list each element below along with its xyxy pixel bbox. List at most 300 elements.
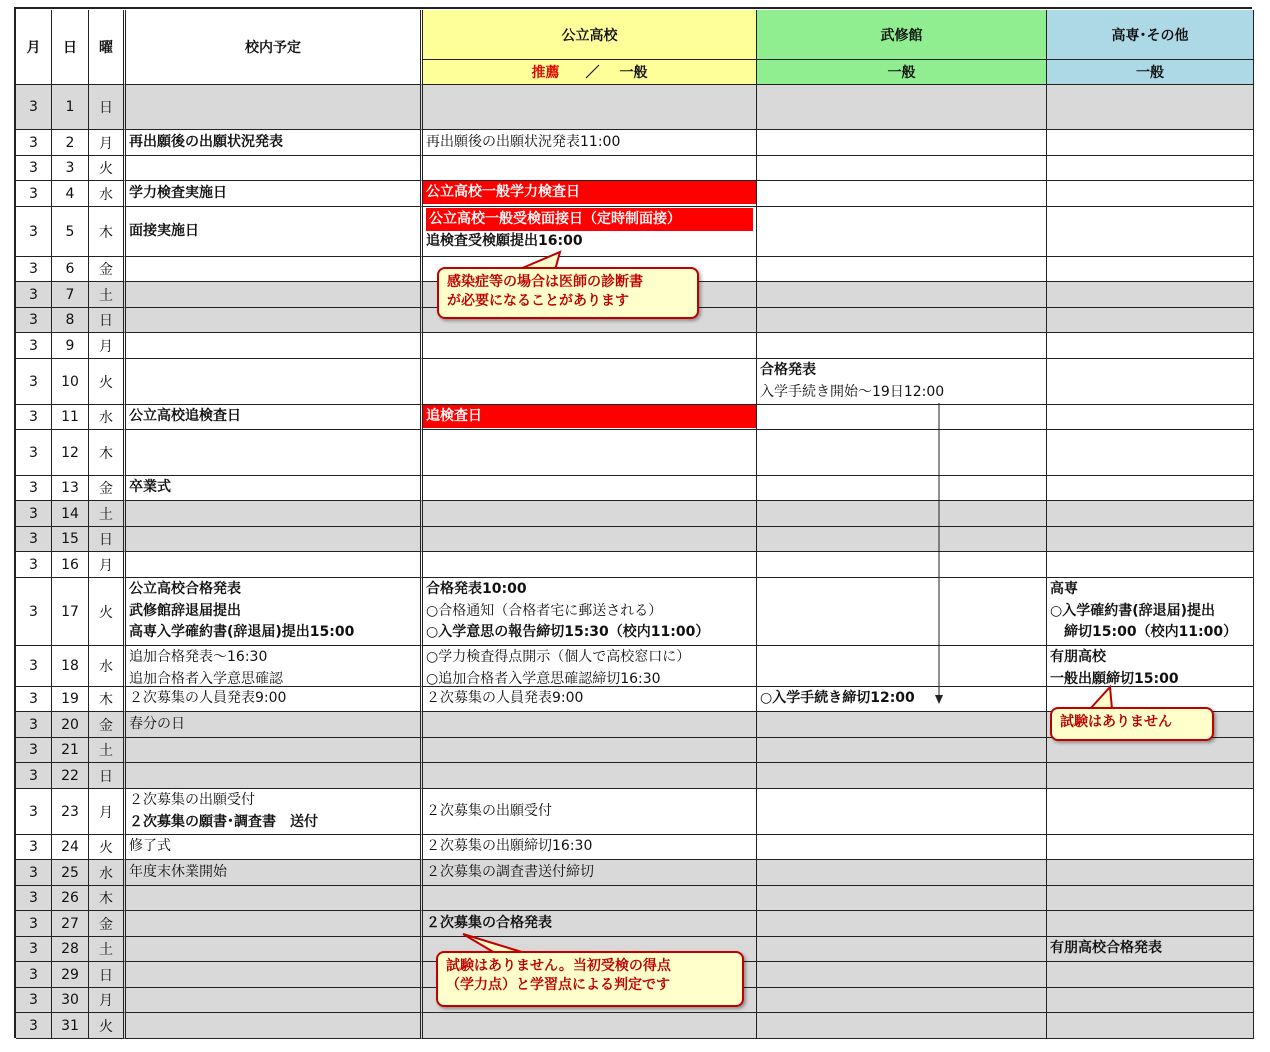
day-cell [52, 130, 89, 156]
bushukan-cell [757, 476, 1047, 501]
month-value: 3 [29, 864, 38, 881]
header-weekday-label: 曜 [99, 40, 113, 56]
day-value: 5 [65, 223, 75, 240]
header-month-label: 月 [26, 40, 41, 56]
month-value: 3 [29, 658, 38, 674]
school-entry: ２次募集の願書･調査書 送付 [129, 813, 318, 830]
bushukan-cell [757, 207, 1047, 257]
month-cell [16, 476, 52, 501]
weekday-value: 日 [99, 768, 113, 785]
weekday-value: 水 [99, 659, 113, 675]
bushukan-cell [757, 552, 1047, 578]
weekday-cell [89, 476, 126, 501]
day-value: 12 [61, 444, 79, 461]
month-value: 3 [29, 337, 38, 354]
month-value: 3 [29, 444, 38, 461]
day-cell [52, 527, 89, 552]
public-entry: ○学力検査得点開示（個人で高校窓口に） [426, 649, 691, 665]
weekday-value: 日 [99, 100, 113, 116]
schedule-table [14, 7, 1252, 1038]
weekday-value: 金 [99, 262, 113, 278]
bushukan-entry: 入学手続き開始～19日12:00 [760, 383, 945, 400]
public-cell [423, 911, 757, 937]
weekday-cell [89, 835, 126, 860]
kosen-entry: 締切15:00（校内11:00） [1050, 624, 1238, 641]
month-cell [16, 130, 52, 156]
month-value: 3 [29, 941, 38, 957]
weekday-value: 木 [99, 891, 113, 907]
school-cell [126, 282, 423, 308]
day-cell [52, 207, 89, 257]
callout-no-exam-line: 試験はありません [1060, 714, 1172, 730]
header-public-general: 一般 [619, 65, 648, 81]
public-cell [423, 860, 757, 886]
weekday-cell [89, 738, 126, 763]
weekday-value: 火 [99, 1018, 113, 1035]
public-entry: ２次募集の出願受付 [426, 802, 552, 819]
day-value: 24 [61, 839, 79, 855]
bushukan-cell [757, 763, 1047, 789]
public-cell [423, 835, 757, 860]
month-value: 3 [29, 261, 38, 277]
kosen-cell [1047, 552, 1254, 578]
month-cell [16, 988, 52, 1013]
month-cell [16, 1013, 52, 1039]
weekday-cell [89, 712, 126, 738]
public-entry: 追検査受検願提出16:00 [426, 233, 583, 249]
weekday-cell [89, 308, 126, 333]
callout-second-line: （学力点）と学習点による判定です [446, 976, 670, 993]
day-cell [52, 835, 89, 860]
day-value: 6 [65, 261, 75, 277]
month-cell [16, 181, 52, 207]
kosen-cell [1047, 937, 1254, 962]
kosen-cell [1047, 430, 1254, 476]
bushukan-cell [757, 333, 1047, 359]
weekday-value: 水 [99, 410, 113, 426]
month-value: 3 [29, 134, 38, 151]
month-cell [16, 359, 52, 405]
day-cell [52, 763, 89, 789]
month-cell [16, 937, 52, 962]
header-public-separator: ／ [585, 65, 600, 81]
weekday-cell [89, 527, 126, 552]
month-value: 3 [29, 742, 38, 758]
public-cell [423, 333, 757, 359]
weekday-value: 木 [99, 692, 113, 708]
kosen-cell [1047, 405, 1254, 430]
school-entry: 修了式 [129, 838, 171, 855]
day-cell [52, 308, 89, 333]
bushukan-cell [757, 282, 1047, 308]
bushukan-cell [757, 181, 1047, 207]
weekday-value: 金 [99, 481, 113, 497]
school-cell [126, 501, 423, 527]
header-month [16, 10, 52, 85]
weekday-cell [89, 359, 126, 405]
month-cell [16, 835, 52, 860]
public-entry: ○入学意思の報告締切15:30（校内11:00） [426, 624, 710, 641]
school-cell [126, 835, 423, 860]
weekday-value: 木 [99, 445, 113, 462]
public-cell [423, 712, 757, 738]
month-value: 3 [29, 1017, 38, 1034]
public-cell [423, 527, 757, 552]
school-entry: 公立高校合格発表 [129, 581, 241, 597]
kosen-cell [1047, 359, 1254, 405]
weekday-value: 月 [99, 557, 113, 574]
public-entry: 公立高校一般学力検査日 [423, 181, 756, 204]
header-kosen-general: 一般 [1136, 65, 1164, 81]
weekday-value: 日 [99, 313, 113, 329]
school-cell [126, 181, 423, 207]
bushukan-cell [757, 835, 1047, 860]
weekday-cell [89, 181, 126, 207]
header-day-label: 日 [63, 40, 77, 56]
day-value: 31 [61, 1017, 79, 1034]
school-entry: 再出願後の出願状況発表 [129, 133, 283, 150]
day-value: 19 [61, 691, 79, 707]
day-value: 26 [61, 890, 79, 906]
month-cell [16, 333, 52, 359]
public-cell [423, 1013, 757, 1039]
month-cell [16, 257, 52, 282]
month-value: 3 [29, 373, 38, 390]
month-value: 3 [29, 185, 38, 202]
kosen-cell [1047, 85, 1254, 130]
header-public-sub [423, 60, 757, 85]
day-cell [52, 85, 89, 130]
day-value: 2 [65, 134, 75, 151]
month-value: 3 [29, 312, 38, 328]
month-value: 3 [29, 890, 38, 906]
kosen-cell [1047, 282, 1254, 308]
weekday-cell [89, 156, 126, 181]
day-cell [52, 552, 89, 578]
day-value: 8 [65, 312, 75, 328]
kosen-cell [1047, 738, 1254, 763]
month-cell [16, 552, 52, 578]
weekday-value: 火 [99, 161, 113, 177]
school-cell [126, 405, 423, 430]
day-value: 3 [65, 160, 75, 176]
kosen-cell [1047, 911, 1254, 937]
bushukan-cell [757, 988, 1047, 1013]
kosen-cell [1047, 789, 1254, 835]
month-cell [16, 430, 52, 476]
bushukan-cell [757, 646, 1047, 687]
month-cell [16, 962, 52, 988]
bushukan-cell [757, 501, 1047, 527]
month-value: 3 [29, 409, 38, 425]
day-cell [52, 962, 89, 988]
bushukan-cell [757, 738, 1047, 763]
weekday-cell [89, 130, 126, 156]
day-value: 13 [61, 480, 79, 496]
public-cell [423, 646, 757, 687]
month-cell [16, 207, 52, 257]
day-value: 28 [61, 941, 79, 957]
public-entry: 合格発表10:00 [426, 581, 527, 597]
day-cell [52, 712, 89, 738]
bushukan-cell [757, 789, 1047, 835]
day-value: 18 [61, 658, 79, 674]
header-bushukan-general: 一般 [887, 65, 916, 81]
school-entry: 追加合格発表～16:30 [129, 649, 268, 665]
weekday-cell [89, 911, 126, 937]
school-cell [126, 738, 423, 763]
kosen-entry: 有朋高校 [1050, 649, 1106, 665]
month-cell [16, 687, 52, 712]
bushukan-cell [757, 156, 1047, 181]
school-cell [126, 763, 423, 789]
weekday-value: 木 [99, 224, 113, 241]
school-entry: ２次募集の出願受付 [129, 792, 255, 808]
callout-infection-line: 感染症等の場合は医師の診断書 [447, 274, 643, 290]
school-cell [126, 1013, 423, 1039]
public-cell [423, 430, 757, 476]
weekday-cell [89, 962, 126, 988]
public-cell [423, 738, 757, 763]
kosen-cell [1047, 130, 1254, 156]
month-cell [16, 646, 52, 687]
month-value: 3 [29, 767, 38, 784]
school-cell [126, 578, 423, 646]
weekday-value: 金 [99, 717, 113, 734]
day-value: 27 [61, 915, 79, 932]
bushukan-cell [757, 130, 1047, 156]
weekday-cell [89, 789, 126, 835]
kosen-entry: 高専 [1050, 581, 1078, 597]
weekday-cell [89, 430, 126, 476]
public-cell [423, 886, 757, 911]
public-cell [423, 687, 757, 712]
month-cell [16, 738, 52, 763]
month-value: 3 [29, 803, 38, 820]
month-cell [16, 282, 52, 308]
day-value: 30 [61, 992, 79, 1008]
school-cell [126, 860, 423, 886]
month-value: 3 [29, 839, 38, 855]
school-cell [126, 207, 423, 257]
day-cell [52, 501, 89, 527]
kosen-cell [1047, 257, 1254, 282]
header-school [126, 10, 423, 85]
public-entry: ２次募集の出願締切16:30 [426, 838, 593, 855]
public-cell [423, 476, 757, 501]
day-value: 16 [61, 556, 79, 573]
school-cell [126, 156, 423, 181]
day-value: 22 [61, 767, 79, 784]
weekday-value: 日 [99, 967, 113, 984]
kosen-cell [1047, 646, 1254, 687]
day-value: 20 [61, 716, 79, 733]
bushukan-entry: 合格発表 [760, 362, 816, 378]
bushukan-cell [757, 712, 1047, 738]
weekday-value: 月 [99, 338, 113, 355]
day-value: 11 [61, 409, 79, 425]
weekday-cell [89, 333, 126, 359]
kosen-cell [1047, 181, 1254, 207]
public-entry: ２次募集の調査書送付締切 [426, 863, 594, 880]
month-value: 3 [29, 716, 38, 733]
month-cell [16, 886, 52, 911]
header-bushukan [757, 10, 1047, 60]
kosen-cell [1047, 835, 1254, 860]
kosen-cell [1047, 860, 1254, 886]
month-value: 3 [29, 556, 38, 573]
school-cell [126, 962, 423, 988]
public-cell [423, 359, 757, 405]
school-cell [126, 789, 423, 835]
school-entry: 武修館辞退届提出 [129, 602, 241, 619]
month-cell [16, 308, 52, 333]
day-value: 7 [65, 286, 75, 303]
weekday-value: 月 [99, 135, 113, 152]
month-value: 3 [29, 160, 38, 176]
bushukan-cell [757, 578, 1047, 646]
day-value: 10 [61, 373, 79, 390]
bushukan-cell [757, 886, 1047, 911]
public-cell [423, 763, 757, 789]
bushukan-entry: ○入学手続き締切12:00 [760, 690, 915, 707]
weekday-value: 火 [99, 374, 113, 391]
month-cell [16, 501, 52, 527]
day-value: 1 [65, 99, 75, 115]
day-value: 23 [61, 803, 79, 820]
bushukan-cell [757, 527, 1047, 552]
bushukan-cell [757, 860, 1047, 886]
bushukan-cell [757, 308, 1047, 333]
weekday-cell [89, 860, 126, 886]
school-cell [126, 476, 423, 501]
month-cell [16, 578, 52, 646]
callout-infection-note [437, 267, 699, 319]
kosen-cell [1047, 527, 1254, 552]
month-value: 3 [29, 992, 38, 1008]
bushukan-cell [757, 359, 1047, 405]
weekday-value: 火 [99, 840, 113, 856]
school-cell [126, 886, 423, 911]
weekday-cell [89, 886, 126, 911]
kosen-cell [1047, 156, 1254, 181]
day-cell [52, 257, 89, 282]
day-value: 21 [61, 742, 79, 758]
month-cell [16, 85, 52, 130]
school-entry: 高専入学確約書(辞退届)提出15:00 [129, 624, 355, 641]
day-cell [52, 181, 89, 207]
school-cell [126, 257, 423, 282]
school-cell [126, 527, 423, 552]
month-cell [16, 763, 52, 789]
weekday-value: 土 [99, 287, 113, 304]
month-value: 3 [29, 286, 38, 303]
school-cell [126, 937, 423, 962]
day-cell [52, 282, 89, 308]
bushukan-cell [757, 85, 1047, 130]
weekday-cell [89, 85, 126, 130]
day-cell [52, 156, 89, 181]
public-cell [423, 85, 757, 130]
weekday-value: 水 [99, 186, 113, 203]
weekday-cell [89, 763, 126, 789]
weekday-value: 土 [99, 743, 113, 759]
weekday-cell [89, 501, 126, 527]
school-cell [126, 552, 423, 578]
day-cell [52, 1013, 89, 1039]
public-cell [423, 181, 757, 207]
school-cell [126, 85, 423, 130]
school-entry: 面接実施日 [129, 222, 199, 239]
day-cell [52, 578, 89, 646]
bushukan-cell [757, 911, 1047, 937]
weekday-cell [89, 578, 126, 646]
callout-no-exam [1050, 707, 1214, 741]
header-day [52, 10, 89, 85]
bushukan-cell [757, 687, 1047, 712]
month-cell [16, 911, 52, 937]
day-cell [52, 333, 89, 359]
day-cell [52, 937, 89, 962]
school-cell [126, 430, 423, 476]
day-cell [52, 646, 89, 687]
kosen-cell [1047, 962, 1254, 988]
school-entry: 追加合格者入学意思確認 [129, 670, 283, 687]
month-cell [16, 789, 52, 835]
header-kosen-label: 高専･その他 [1111, 27, 1189, 44]
day-cell [52, 886, 89, 911]
bushukan-cell [757, 1013, 1047, 1039]
day-value: 17 [61, 603, 79, 620]
month-value: 3 [29, 505, 38, 522]
bushukan-cell [757, 430, 1047, 476]
weekday-cell [89, 257, 126, 282]
public-entry: ○合格通知（合格者宅に郵送される） [426, 602, 663, 619]
school-entry: 春分の日 [129, 715, 185, 732]
header-public-recommend: 推薦 [531, 65, 560, 81]
school-cell [126, 333, 423, 359]
kosen-cell [1047, 886, 1254, 911]
day-cell [52, 405, 89, 430]
kosen-cell [1047, 1013, 1254, 1039]
weekday-value: 土 [99, 506, 113, 523]
month-cell [16, 860, 52, 886]
weekday-value: 日 [99, 532, 113, 548]
day-cell [52, 476, 89, 501]
month-value: 3 [29, 99, 38, 115]
weekday-cell [89, 687, 126, 712]
public-cell [423, 405, 757, 430]
public-entry: ２次募集の合格発表 [426, 914, 552, 931]
day-cell [52, 738, 89, 763]
weekday-value: 金 [99, 916, 113, 933]
header-weekday [89, 10, 126, 85]
month-value: 3 [29, 480, 38, 496]
day-cell [52, 988, 89, 1013]
school-entry: 年度末休業開始 [129, 863, 227, 880]
day-value: 29 [61, 966, 79, 983]
weekday-value: 月 [99, 993, 113, 1009]
callout-infection-line: が必要になることがあります [447, 292, 629, 309]
school-cell [126, 646, 423, 687]
school-cell [126, 687, 423, 712]
kosen-cell [1047, 207, 1254, 257]
weekday-value: 火 [99, 604, 113, 621]
day-cell [52, 687, 89, 712]
school-entry: 学力検査実施日 [129, 184, 227, 201]
day-value: 25 [61, 864, 79, 881]
header-bushukan-label: 武修館 [880, 27, 923, 44]
